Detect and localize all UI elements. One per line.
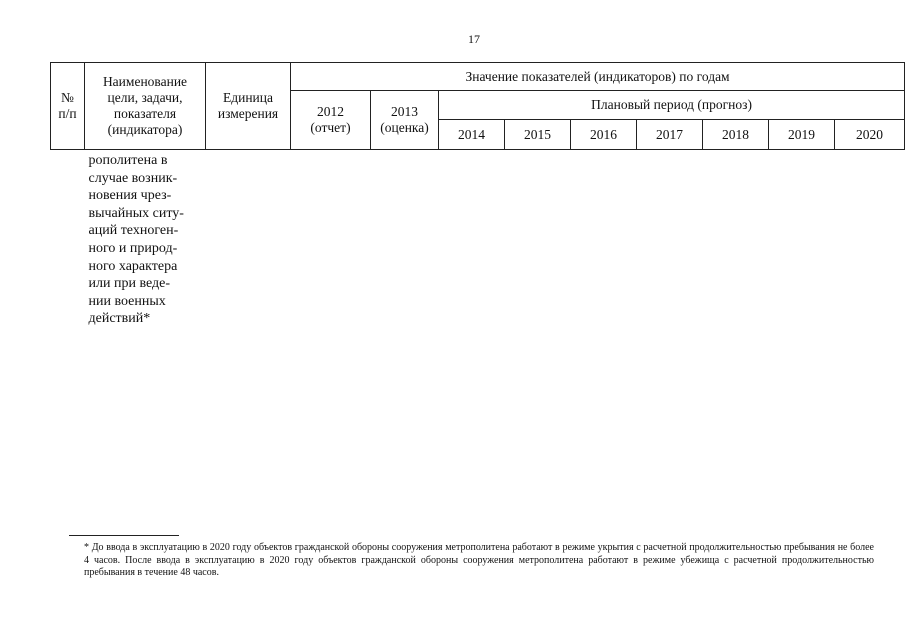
header-values-by-year: Значение показателей (индикаторов) по годам xyxy=(291,63,905,91)
header-plan-period: Плановый период (прогноз) xyxy=(439,91,905,120)
page-number: 17 xyxy=(468,32,480,46)
indicator-name-continuation: рополитена в случае возник- новения чрез- вычайных ситу- аций техноген- ного и природ- ного характера или при веде- нии военных действий* xyxy=(88,153,184,327)
header-year-2018: 2018 xyxy=(703,120,769,150)
indicators-table xyxy=(50,62,905,328)
header-year-2019: 2019 xyxy=(769,120,835,150)
header-year-2012: 2012 (отчет) xyxy=(291,91,371,150)
footnote-divider xyxy=(69,535,179,536)
header-indicator-name: Наименование цели, задачи, показателя (индикатора) xyxy=(85,63,206,150)
header-row-number: № п/п xyxy=(51,63,85,150)
header-year-2016: 2016 xyxy=(571,120,637,150)
table-row xyxy=(51,150,905,328)
header-unit: Единица измерения xyxy=(206,63,291,150)
header-year-2015: 2015 xyxy=(505,120,571,150)
footnote: * До ввода в эксплуатацию в 2020 году объектов гражданской обороны сооружения метрополитена работают в режиме укрытия с расчетной продолжительностью пребывания не более 4 часов. После ввода в эксплуатацию в 2020 году объектов гражданской обороны сооружения метрополитена работают в режиме убежища с расчетной продолжительностью пребывания в течение 48 часов. xyxy=(84,542,874,578)
header-year-2014: 2014 xyxy=(439,120,505,150)
header-year-2017: 2017 xyxy=(637,120,703,150)
header-year-2013: 2013 (оценка) xyxy=(371,91,439,150)
header-year-2020: 2020 xyxy=(835,120,905,150)
